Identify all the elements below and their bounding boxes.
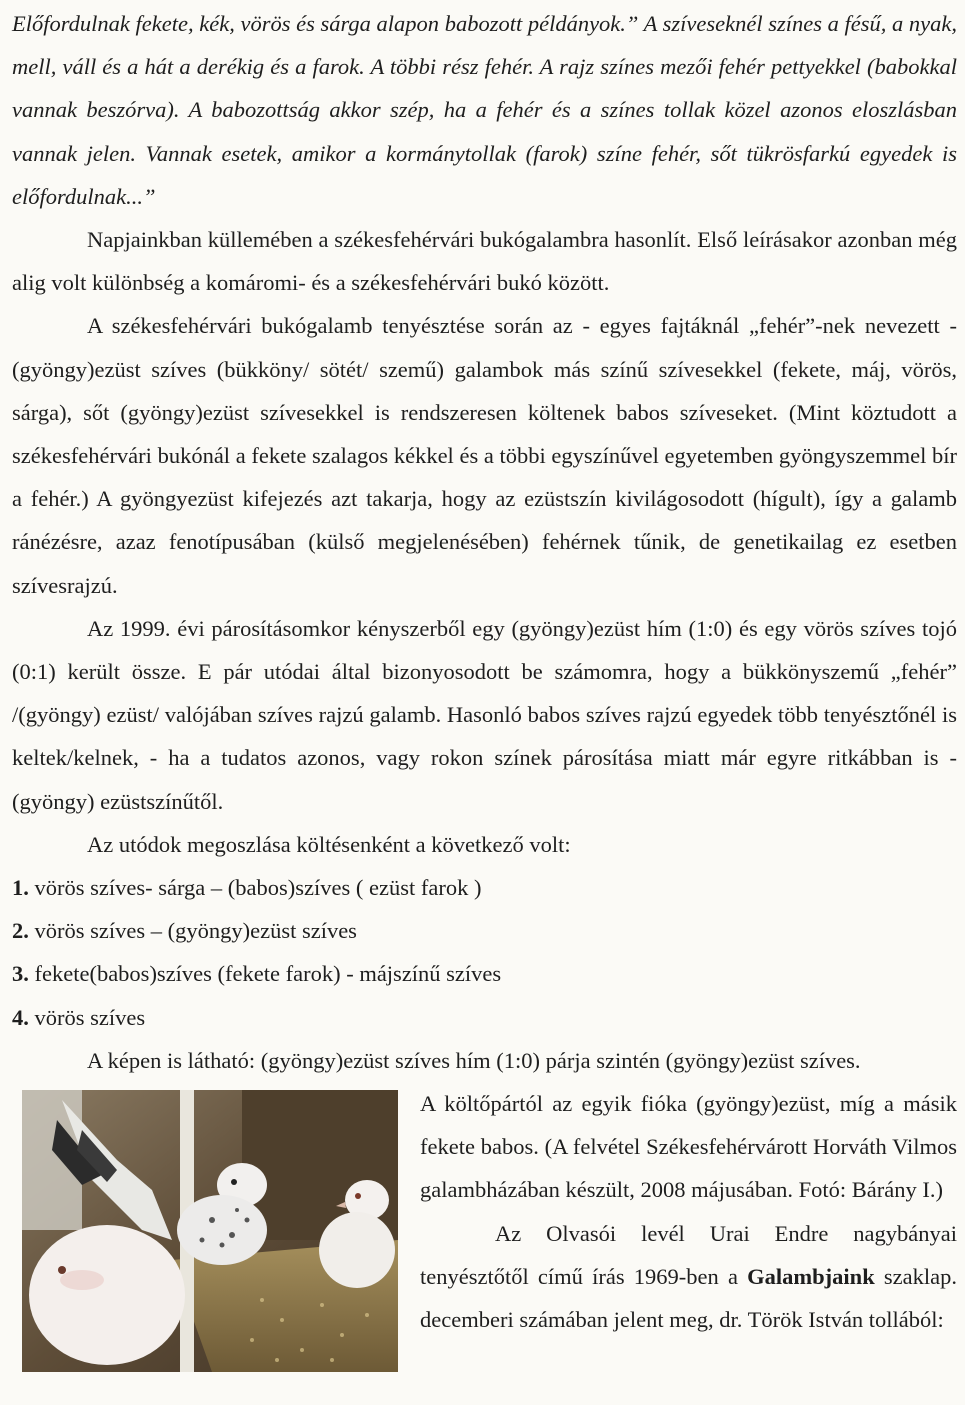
list-item-text: vörös szíves- sárga – (babos)szíves ( ezüst farok ) [34, 875, 482, 901]
paragraph-breeding: A székesfehérvári bukógalamb tenyésztése során az - egyes fajtáknál „fehér”-nek nevezett - (gyöngy)ezüst szíves (bükköny/ sötét/ szemű) galambok más színű szívesekkel (fekete, máj, vörös, sárga), sőt (gyöngy)ezüst szívesekkel is rendszeresen költenek babos szíveseket. (Mint köztudott a székesfehérvári bukónál a fekete szalagos kékkel és a többi egyszínűvel egyetemben gyöngyszemmel bír a fehér.) A gyöngyezüst kifejezés azt takarja, hogy az ezüstszín kivilágosodott (hígult), így a galamb ránézésre, azaz fenotípusában (külső megjelenésében) fehérnek tűnik, de genetikailag ez esetben szívesrajzú. [12, 313, 957, 598]
paragraph-pairing-1999: Az 1999. évi párosításomkor kényszerből egy (gyöngy)ezüst hím (1:0) és egy vörös szíves tojó (0:1) került össze. E pár utódai által bizonyosodott be számomra, hogy a bükkönyszemű „fehér” /(gyöngy) ezüst/ valójában szíves rajzú galamb. Hasonló babos szíves rajzú egyedek több tenyésztőnél is keltek/kelnek, - ha a tudatos azonos, vagy rokon színek párosítása miatt már egyre ritkábban is - (gyöngy) ezüstszínűtől. [12, 615, 957, 814]
offspring-list [12, 866, 957, 1039]
list-item [12, 909, 957, 952]
list-item [12, 866, 957, 909]
list-item-text: vörös szíves – (gyöngy)ezüst szíves [34, 918, 357, 944]
paragraph-appearance: Napjainkban küllemében a székesfehérvári bukógalambra hasonlít. Első leírásakor azonban még alig volt különbség a komáromi- és a székesfehérvári bukó között. [12, 227, 957, 296]
list-item-text: vörös szíves [34, 1004, 146, 1030]
paragraph-photo-intro: A képen is látható: (gyöngy)ezüst szíves hím (1:0) párja szintén (gyöngy)ezüst szíves. [87, 1047, 861, 1073]
pigeon-photo-illustration [22, 1090, 398, 1372]
quoted-description: Előfordulnak fekete, kék, vörös és sárga alapon babozott példányok.” A szíveseknél színes a fésű, a nyak, mell, váll és a hát a derékig és a farok. A többi rész fehér. A rajz színes mezői fehér pettyekkel (babokkal vannak beszórva). A babozottság akkor szép, ha a fehér és a színes tollak közel azonos eloszlásban vannak jelen. Vannak esetek, amikor a kormánytollak (farok) színe fehér, sőt tükrösfarkú egyedek is előfordulnak...” [12, 11, 957, 209]
photo-section [12, 1082, 957, 1378]
list-item-text: fekete(babos)szíves (fekete farok) - májszínű szíves [34, 961, 502, 987]
list-item-number: 4. [12, 1004, 29, 1030]
list-item-number: 1. [12, 875, 29, 901]
list-item [12, 952, 957, 995]
list-item-number: 3. [12, 961, 29, 987]
paragraph-photo-caption: A költőpártól az egyik fióka (gyöngy)ezüst, míg a másik fekete babos. (A felvétel Székesfehérvárott Horváth Vilmos galambházában készült, 2008 májusában. Fotó: Bárány I.) [420, 1091, 957, 1203]
pigeon-photo [22, 1090, 398, 1372]
reader-letter-text-a: Az Olvasói levél Urai Endre nagybányai tenyésztőtől című írás 1969-ben a [420, 1220, 957, 1289]
reader-letter-text-b: szaklap. decemberi számában jelent meg, dr. Török István tollából: [420, 1263, 957, 1333]
list-intro: Az utódok megoszlása költésenként a következő volt: [87, 831, 571, 857]
journal-title: Galambjaink [747, 1263, 875, 1289]
list-item-number: 2. [12, 918, 29, 944]
list-item [12, 996, 957, 1039]
